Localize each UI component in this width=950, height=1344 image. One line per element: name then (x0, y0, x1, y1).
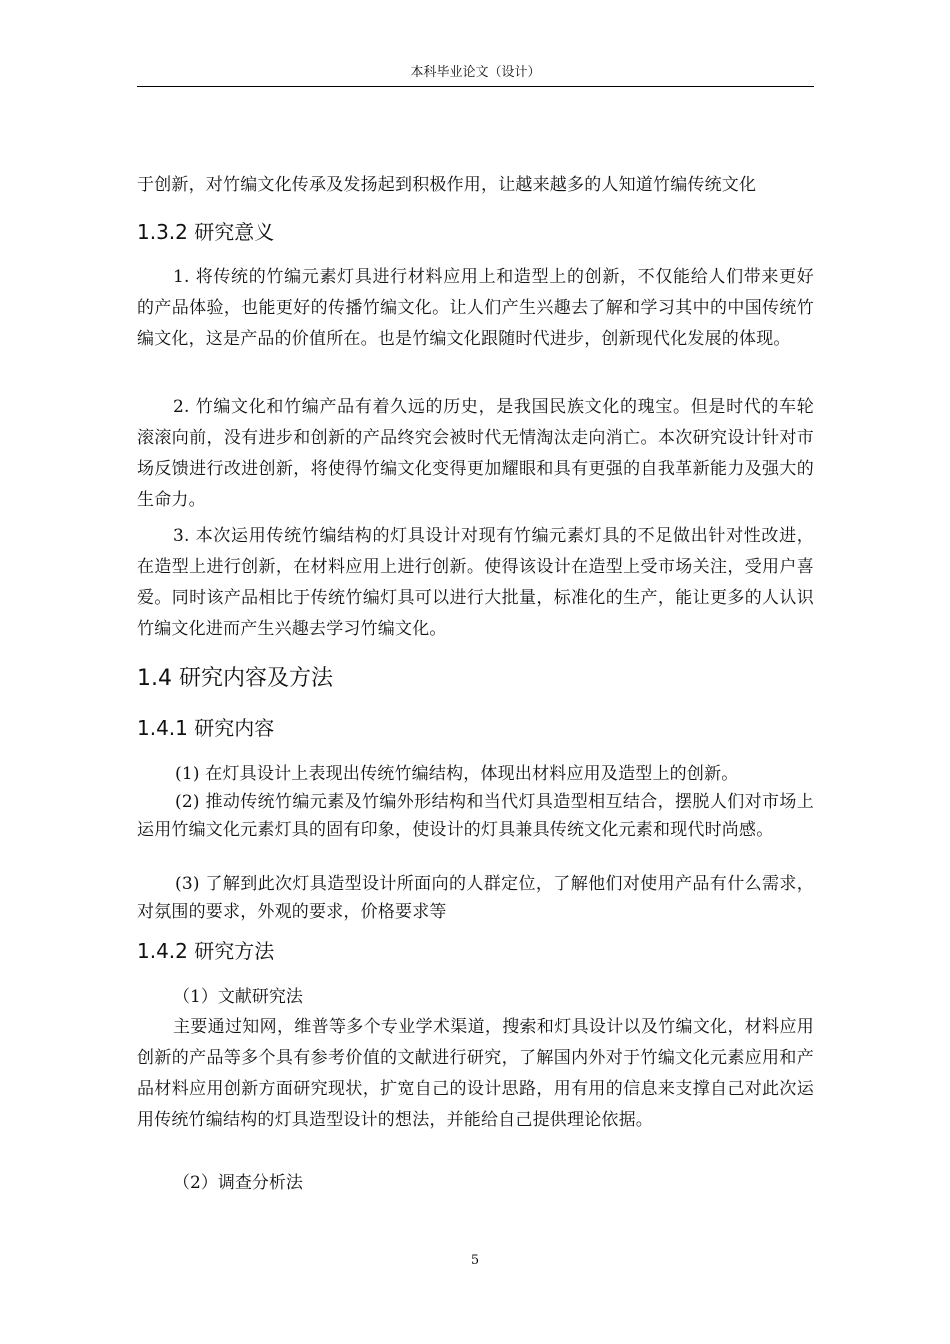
significance-paragraph-3: 3. 本次运用传统竹编结构的灯具设计对现有竹编元素灯具的不足做出针对性改进，在造型上进行创新，在材料应用上进行创新。使得该设计在造型上受市场关注，受用户喜爱。同时该产品相比于传统竹编灯具可以进行大批量，标准化的生产，能让更多的人认识竹编文化进而产生兴趣去学习竹编文化。 (137, 526, 814, 639)
heading-1-4-2: 1.4.2 研究方法 (137, 939, 275, 963)
heading-1-4-1: 1.4.1 研究内容 (137, 716, 275, 740)
continued-paragraph: 于创新，对竹编文化传承及发扬起到积极作用，让越来越多的人知道竹编传统文化 (137, 175, 757, 195)
page-header: 本科毕业论文（设计） (137, 64, 814, 87)
method-2-title: （2）调查分析法 (173, 1173, 303, 1193)
significance-paragraph-1: 1. 将传统的竹编元素灯具进行材料应用上和造型上的创新，不仅能给人们带来更好的产品体验，也能更好的传播竹编文化。让人们产生兴趣去了解和学习其中的中国传统竹编文化，这是产品的价值所在。也是竹编文化跟随时代进步，创新现代化发展的体现。 (137, 267, 814, 349)
heading-1-3-2: 1.3.2 研究意义 (137, 220, 275, 244)
content-item-3: (3) 了解到此次灯具造型设计所面向的人群定位，了解他们对使用产品有什么需求，对氛围的要求，外观的要求，价格要求等 (137, 874, 814, 922)
significance-paragraph-2: 2. 竹编文化和竹编产品有着久远的历史，是我国民族文化的瑰宝。但是时代的车轮滚滚向前，没有进步和创新的产品终究会被时代无情淘汰走向消亡。本次研究设计针对市场反馈进行改进创新，将使得竹编文化变得更加耀眼和具有更强的自我革新能力及强大的生命力。 (137, 397, 814, 510)
method-1-title: （1）文献研究法 (173, 987, 303, 1007)
page-number: 5 (470, 1253, 480, 1268)
method-1-paragraph: 主要通过知网，维普等多个专业学术渠道，搜索和灯具设计以及竹编文化，材料应用创新的产品等多个具有参考价值的文献进行研究，了解国内外对于竹编文化元素应用和产品材料应用创新方面研究现状，扩宽自己的设计思路，用有用的信息来支撑自己对此次运用传统竹编结构的灯具造型设计的想法，并能给自己提供理论依据。 (137, 1017, 814, 1130)
heading-1-4: 1.4 研究内容及方法 (137, 666, 333, 691)
content-item-1: (1) 在灯具设计上表现出传统竹编结构，体现出材料应用及造型上的创新。 (175, 764, 739, 784)
content-item-2: (2) 推动传统竹编元素及竹编外形结构和当代灯具造型相互结合，摆脱人们对市场上运用竹编文化元素灯具的固有印象，使设计的灯具兼具传统文化元素和现代时尚感。 (137, 792, 814, 840)
